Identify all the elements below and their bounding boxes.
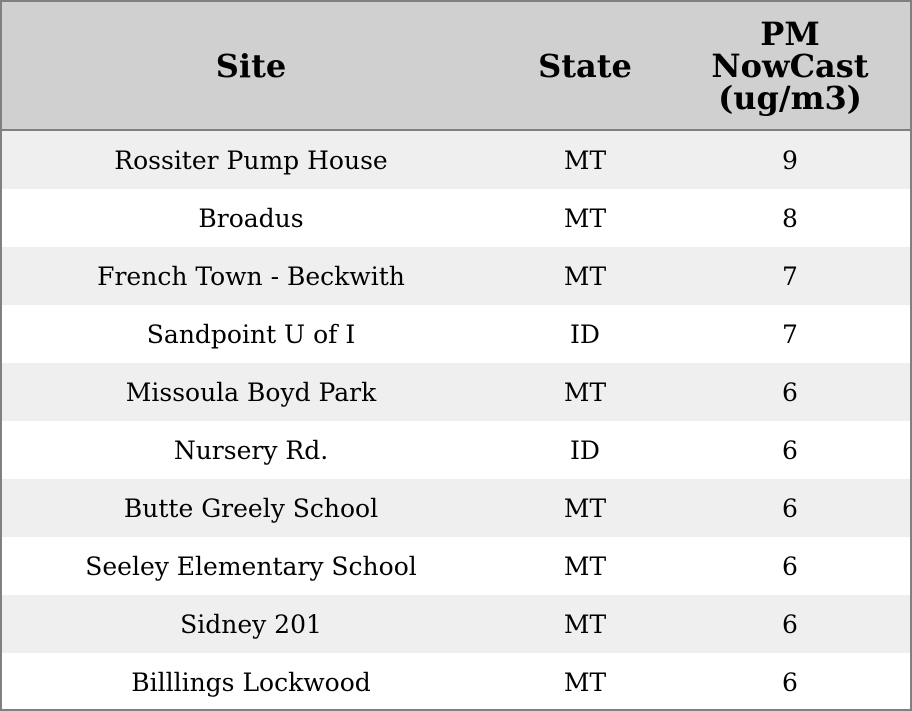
cell-pm-nowcast: 6 xyxy=(782,493,798,523)
cell-site: Nursery Rd. xyxy=(173,435,329,465)
cell-pm-nowcast: 6 xyxy=(782,377,798,407)
cell-state: MT xyxy=(563,377,607,407)
cell-state: MT xyxy=(563,145,607,175)
cell-site: Missoula Boyd Park xyxy=(125,377,377,407)
table-row xyxy=(2,595,910,653)
header-site-label: Site xyxy=(215,46,287,85)
cell-site: Sandpoint U of I xyxy=(146,319,356,349)
header-state xyxy=(500,2,670,129)
header-state-label: State xyxy=(538,46,632,85)
cell-site: Broadus xyxy=(198,203,304,233)
cell-pm-nowcast: 6 xyxy=(782,551,798,581)
table-row xyxy=(2,537,910,595)
cell-state: MT xyxy=(563,609,607,639)
cell-pm-nowcast: 8 xyxy=(782,203,798,233)
cell-pm-nowcast: 9 xyxy=(782,145,798,175)
table-row xyxy=(2,421,910,479)
cell-state: MT xyxy=(563,667,607,697)
table-row xyxy=(2,653,910,711)
header-site xyxy=(2,2,500,129)
cell-state: MT xyxy=(563,203,607,233)
cell-state: MT xyxy=(563,493,607,523)
cell-state: ID xyxy=(570,319,600,349)
cell-site: Sidney 201 xyxy=(180,609,322,639)
cell-site: Seeley Elementary School xyxy=(85,551,417,581)
cell-site: French Town - Beckwith xyxy=(97,261,405,291)
table-header xyxy=(2,2,910,131)
cell-pm-nowcast: 7 xyxy=(782,319,798,349)
header-pm-nowcast xyxy=(670,2,910,129)
cell-site: Butte Greely School xyxy=(123,493,379,523)
cell-pm-nowcast: 6 xyxy=(782,609,798,639)
table-row xyxy=(2,189,910,247)
cell-site: Rossiter Pump House xyxy=(114,145,388,175)
cell-pm-nowcast: 7 xyxy=(782,261,798,291)
table-row xyxy=(2,131,910,189)
table-row xyxy=(2,363,910,421)
cell-site: Billlings Lockwood xyxy=(131,667,371,697)
table-row xyxy=(2,479,910,537)
cell-pm-nowcast: 6 xyxy=(782,667,798,697)
cell-state: MT xyxy=(563,551,607,581)
header-pm-nowcast-label: PM NowCast (ug/m3) xyxy=(711,14,869,117)
cell-state: ID xyxy=(570,435,600,465)
cell-pm-nowcast: 6 xyxy=(782,435,798,465)
table-row xyxy=(2,305,910,363)
table-row xyxy=(2,247,910,305)
cell-state: MT xyxy=(563,261,607,291)
